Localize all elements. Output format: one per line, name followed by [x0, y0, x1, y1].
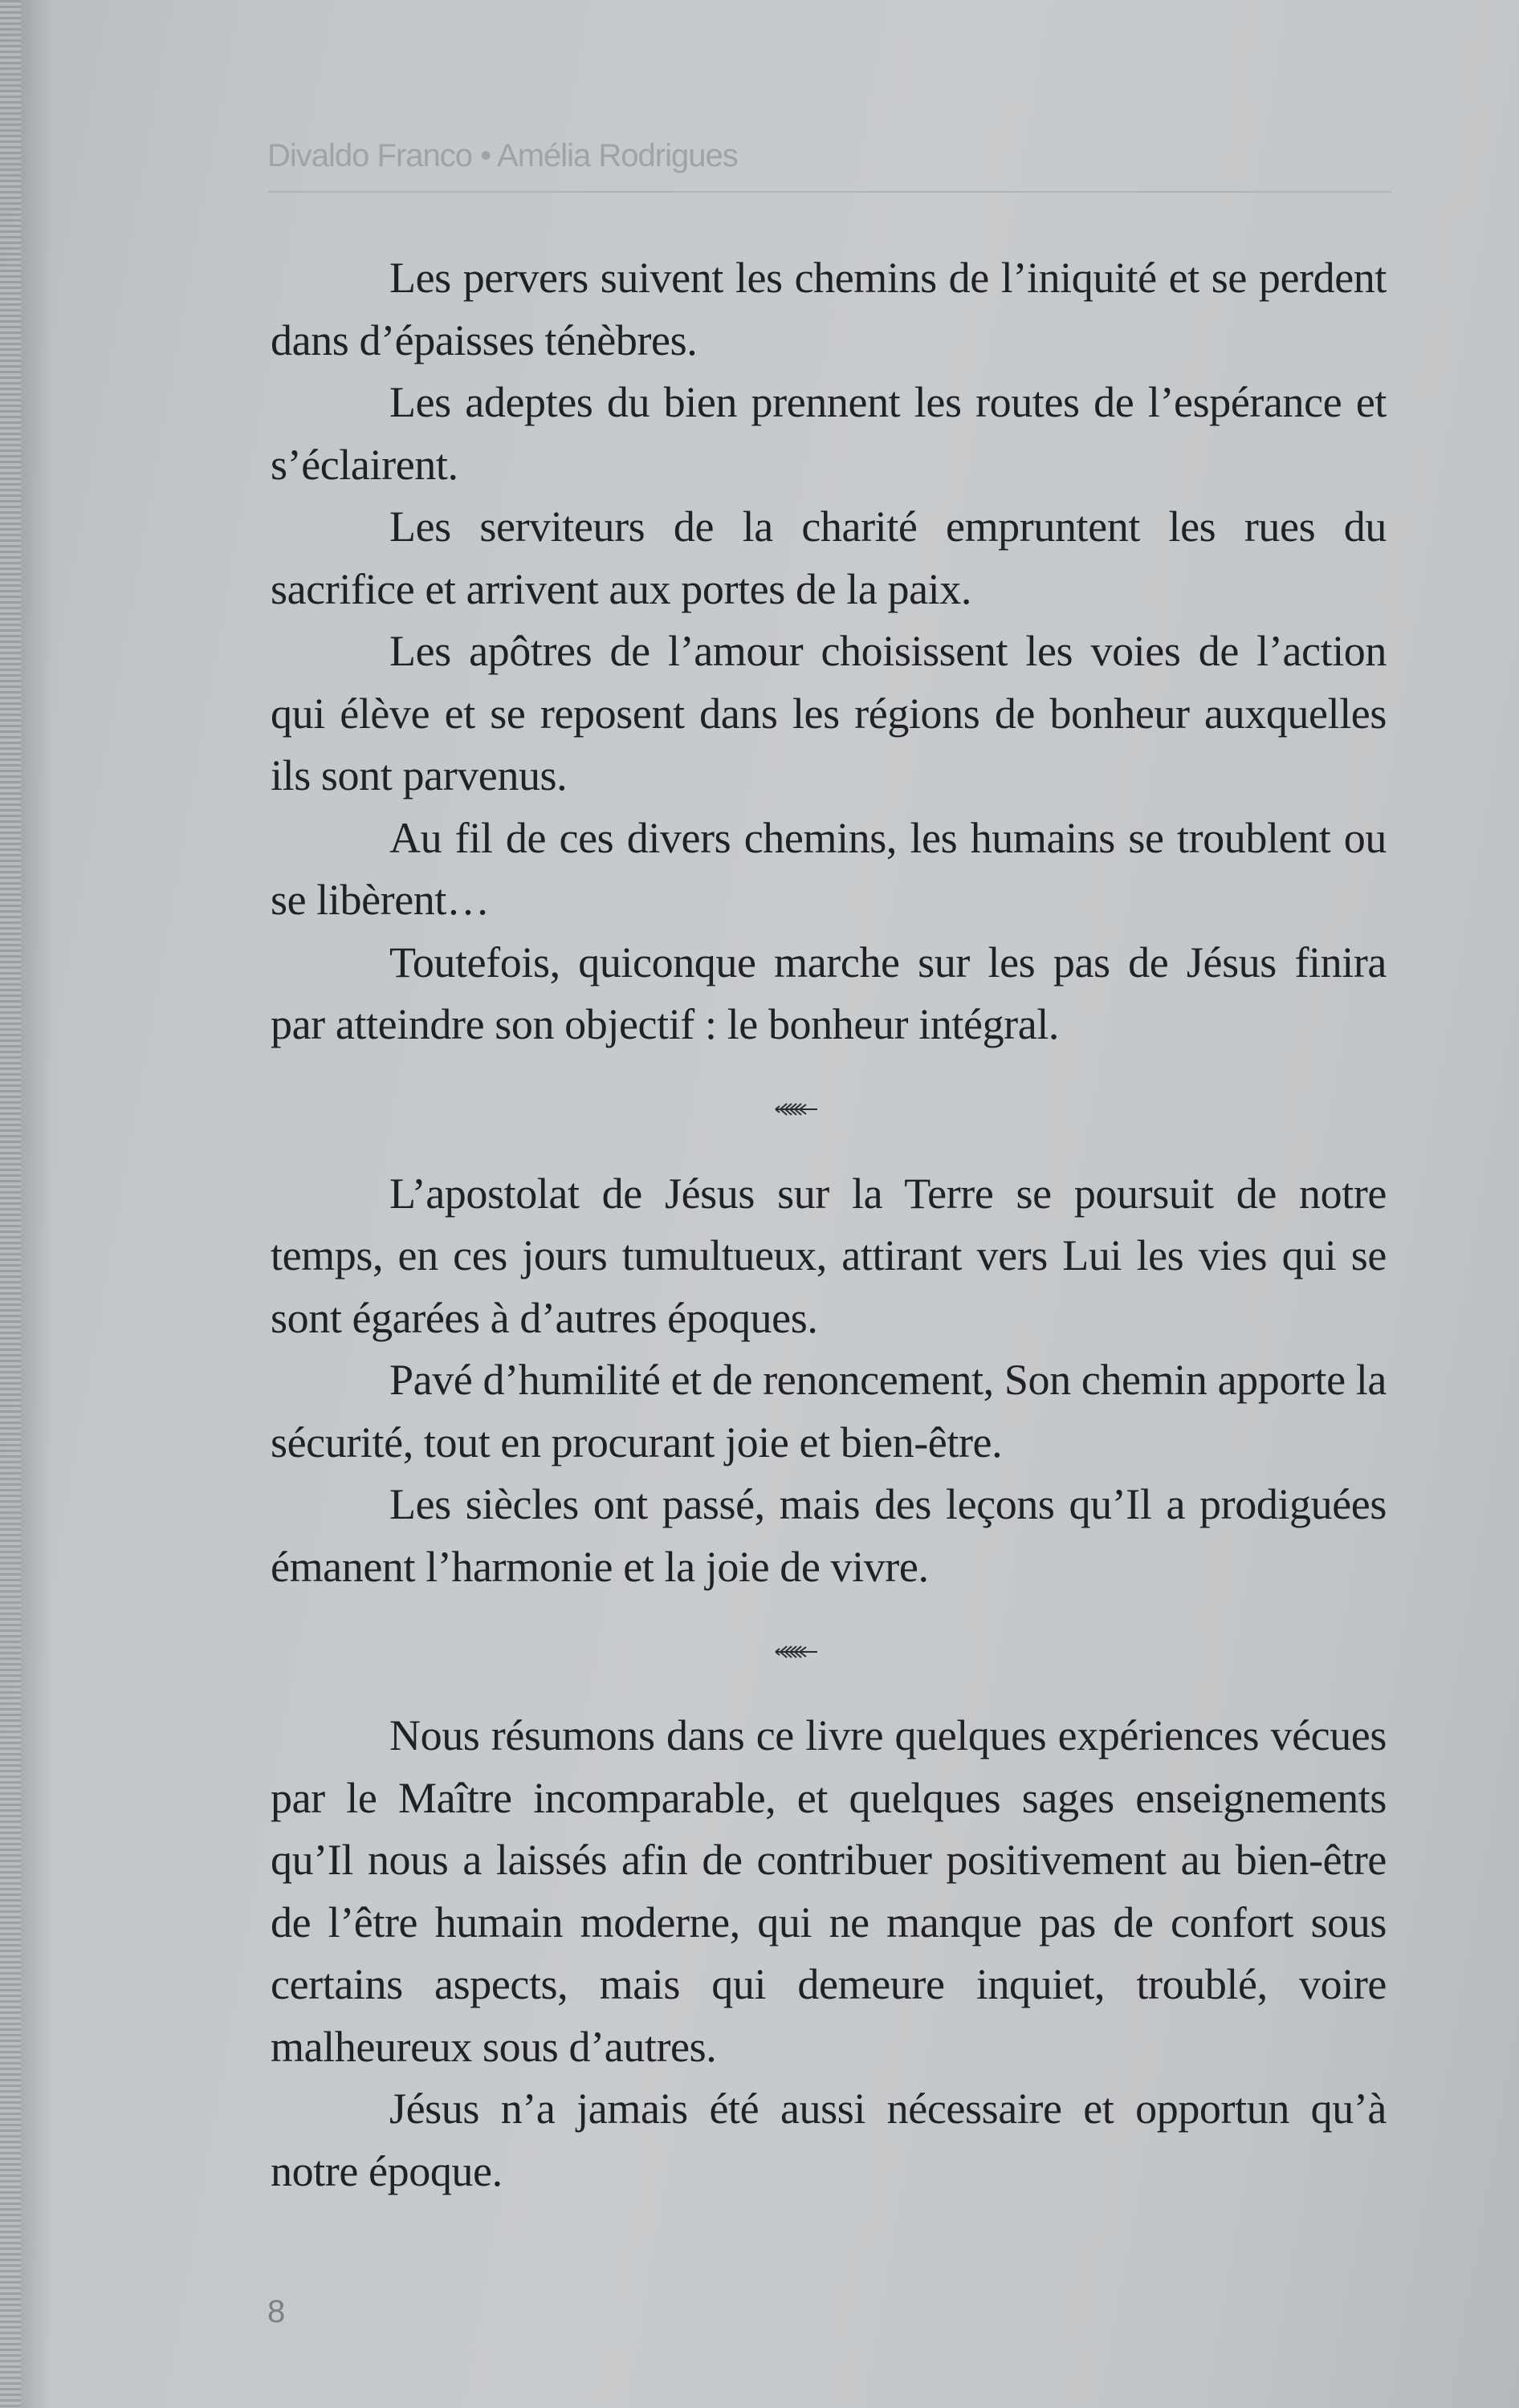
section-divider: [271, 1056, 1387, 1163]
paragraph: Nous résumons dans ce livre quelques expériences vécues par le Maître incomparable, et quelques sages enseignements qu’Il nous a laissés afin de contribuer positivement au bien-être de l’être humain moderne, qui ne manque pas de confort sous certains aspects, mais qui demeure inquiet, troublé, voire malheureux sous d’autres.: [271, 1711, 1387, 2071]
paragraph: Toutefois, quiconque marche sur les pas de Jésus finira par atteindre son objectif : le bonheur intégral.: [271, 938, 1387, 1048]
spine-shadow: [21, 0, 53, 2408]
paragraph: Pavé d’humilité et de renoncement, Son chemin apporte la sécurité, tout en procurant joie et bien-être.: [271, 1356, 1387, 1466]
paragraph: Les serviteurs de la charité empruntent les rues du sacrifice et arrivent aux portes de la paix.: [271, 502, 1387, 613]
running-head: Divaldo Franco • Amélia Rodrigues: [267, 138, 738, 173]
paragraph: Les pervers suivent les chemins de l’iniquité et se perdent dans d’épaisses ténèbres.: [271, 254, 1387, 364]
paragraph: Au fil de ces divers chemins, les humains se troublent ou se libèrent…: [271, 813, 1387, 924]
leaf-ornament-icon: [772, 1100, 821, 1119]
page-number: 8: [267, 2294, 286, 2329]
paragraph: Jésus n’a jamais été aussi nécessaire et opportun qu’à notre époque.: [271, 2085, 1387, 2195]
paragraph: Les siècles ont passé, mais des leçons qu’Il a prodiguées émanent l’harmonie et la joie de vivre.: [271, 1480, 1387, 1591]
leaf-ornament-icon: [772, 1642, 821, 1662]
paragraph: L’apostolat de Jésus sur la Terre se poursuit de notre temps, en ces jours tumultueux, attirant vers Lui les vies qui se sont égarées à d’autres époques.: [271, 1169, 1387, 1342]
section-divider: [271, 1598, 1387, 1705]
paragraph: Les apôtres de l’amour choisissent les voies de l’action qui élève et se reposent dans les régions de bonheur auxquelles ils sont parvenus.: [271, 627, 1387, 799]
body-text: [271, 247, 1387, 2203]
book-spine: [0, 0, 21, 2408]
header-rule: [267, 191, 1391, 193]
paragraph: Les adeptes du bien prennent les routes de l’espérance et s’éclairent.: [271, 378, 1387, 489]
